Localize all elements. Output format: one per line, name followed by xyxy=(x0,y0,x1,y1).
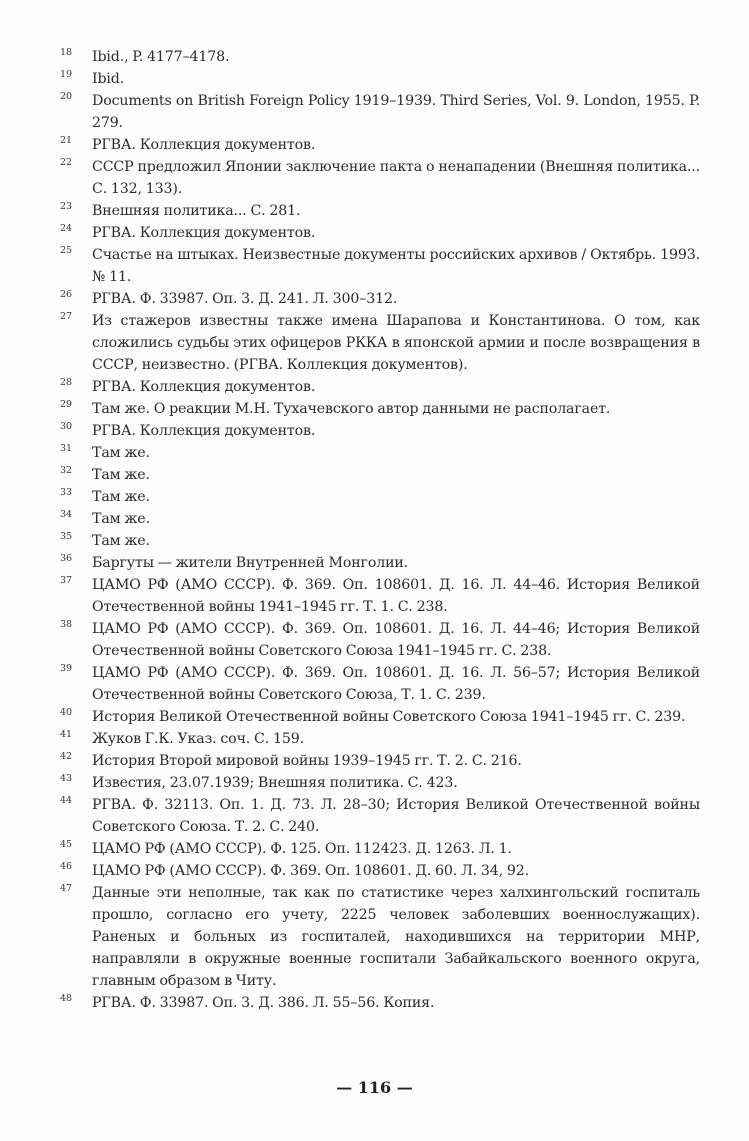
footnote-number: 45 xyxy=(60,839,73,850)
footnote-text: Из стажеров известны также имена Шарапова и Константинова. О том, как сложились судьбы этих офицеров РККА в японской армии и после возвращения в СССР, неизвестно. (РГВА. Коллекция документов). xyxy=(92,313,700,373)
footnote-number: 22 xyxy=(60,157,73,168)
footnote xyxy=(60,68,700,90)
footnote-text: История Второй мировой войны 1939–1945 гг. Т. 2. С. 216. xyxy=(92,753,522,769)
footnote-text: Там же. xyxy=(92,467,150,483)
footnote-number: 41 xyxy=(60,729,73,740)
footnote xyxy=(60,728,700,750)
footnote-text: ЦАМО РФ (АМО СССР). Ф. 125. Оп. 112423. Д. 1263. Л. 1. xyxy=(92,841,512,857)
footnote-text: ЦАМО РФ (АМО СССР). Ф. 369. Оп. 108601. Д. 60. Л. 34, 92. xyxy=(92,863,529,879)
footnote-text: Там же. xyxy=(92,445,150,461)
footnote-number: 26 xyxy=(60,289,73,300)
footnote-number: 44 xyxy=(60,795,73,806)
footnote xyxy=(60,376,700,398)
footnote xyxy=(60,156,700,200)
footnote xyxy=(60,530,700,552)
footnote-number: 48 xyxy=(60,993,73,1004)
footnote xyxy=(60,772,700,794)
footnote-number: 21 xyxy=(60,135,73,146)
footnote xyxy=(60,442,700,464)
footnote-number: 42 xyxy=(60,751,73,762)
footnote-number: 25 xyxy=(60,245,73,256)
footnote-number: 36 xyxy=(60,553,73,564)
footnote-text: Там же. xyxy=(92,533,150,549)
footnote xyxy=(60,508,700,530)
footnote-number: 29 xyxy=(60,399,73,410)
footnote-number: 43 xyxy=(60,773,73,784)
footnote xyxy=(60,750,700,772)
footnote-text: ЦАМО РФ (АМО СССР). Ф. 369. Оп. 108601. Д. 16. Л. 56–57; История Великой Отечественной войны Советского Союза, Т. 1. С. 239. xyxy=(92,665,700,703)
footnote-text: Известия, 23.07.1939; Внешняя политика. С. 423. xyxy=(92,775,458,791)
footnote-number: 47 xyxy=(60,883,73,894)
footnote-text: История Великой Отечественной войны Советского Союза 1941–1945 гг. С. 239. xyxy=(92,709,686,725)
footnote xyxy=(60,860,700,882)
footnote xyxy=(60,288,700,310)
footnote xyxy=(60,398,700,420)
footnote-number: 33 xyxy=(60,487,73,498)
footnote xyxy=(60,662,700,706)
page-number: — 116 — xyxy=(336,1078,413,1097)
footnote xyxy=(60,90,700,134)
footnote-number: 28 xyxy=(60,377,73,388)
footnote-text: Там же. xyxy=(92,489,150,505)
footnote-number: 27 xyxy=(60,311,73,322)
footnote-number: 37 xyxy=(60,575,73,586)
footnote-text: ЦАМО РФ (АМО СССР). Ф. 369. Оп. 108601. Д. 16. Л. 44–46. История Великой Отечественной войны 1941–1945 гг. Т. 1. С. 238. xyxy=(92,577,700,615)
footnote-text: Жуков Г.К. Указ. соч. С. 159. xyxy=(92,731,304,747)
footnotes-list xyxy=(60,46,700,1014)
footnote-text: РГВА. Коллекция документов. xyxy=(92,225,316,241)
footnote xyxy=(60,420,700,442)
footnote-number: 32 xyxy=(60,465,73,476)
footnote-text: РГВА. Ф. 32113. Оп. 1. Д. 73. Л. 28–30; История Великой Отечественной войны Советского Союза. Т. 2. С. 240. xyxy=(92,797,700,835)
footnote-text: Ibid. xyxy=(92,71,125,87)
footnote-text: Documents on British Foreign Policy 1919–1939. Third Series, Vol. 9. London, 1955. P. 279. xyxy=(92,93,700,131)
footnote-number: 35 xyxy=(60,531,73,542)
footnote xyxy=(60,794,700,838)
footnote-text: Внешняя политика... С. 281. xyxy=(92,203,301,219)
footnote-number: 40 xyxy=(60,707,73,718)
footnote xyxy=(60,200,700,222)
footnote xyxy=(60,992,700,1014)
footnote-text: РГВА. Коллекция документов. xyxy=(92,423,316,439)
footnote-number: 23 xyxy=(60,201,73,212)
footnote xyxy=(60,486,700,508)
footnote-number: 24 xyxy=(60,223,73,234)
footnote-number: 38 xyxy=(60,619,73,630)
footnote xyxy=(60,222,700,244)
footnote-number: 20 xyxy=(60,91,73,102)
footnote xyxy=(60,46,700,68)
footnote-number: 31 xyxy=(60,443,73,454)
footnote-text: СССР предложил Японии заключение пакта о ненападении (Внешняя политика... С. 132, 133). xyxy=(92,159,700,197)
footnote xyxy=(60,310,700,376)
footnote-number: 46 xyxy=(60,861,73,872)
footnote-text: Баргуты — жители Внутренней Монголии. xyxy=(92,555,409,571)
footnote-number: 18 xyxy=(60,47,73,58)
footnote xyxy=(60,882,700,992)
footnote-number: 30 xyxy=(60,421,73,432)
footnote xyxy=(60,838,700,860)
footnote-text: Данные эти неполные, так как по статистике через халхингольский госпиталь прошло, согласно его учету, 2225 человек заболевших военнослужащих). Раненых и больных из госпиталей, находившихся на территории МНР, направляли в окружные военные госпитали Забайкальского военного округа, главным образом в Читу. xyxy=(92,885,700,989)
footnote-text: Счастье на штыках. Неизвестные документы российских архивов / Октябрь. 1993. № 11. xyxy=(92,247,700,285)
footnote-text: РГВА. Ф. 33987. Оп. 3. Д. 386. Л. 55–56. Копия. xyxy=(92,995,435,1011)
footnote-number: 19 xyxy=(60,69,73,80)
footnote xyxy=(60,464,700,486)
footnote xyxy=(60,134,700,156)
footnote-text: Ibid., P. 4177–4178. xyxy=(92,49,230,65)
footnote-text: Там же. О реакции М.Н. Тухачевского автор данными не располагает. xyxy=(92,401,611,417)
footnote-number: 34 xyxy=(60,509,73,520)
footnote xyxy=(60,574,700,618)
footnote xyxy=(60,552,700,574)
footnote-text: ЦАМО РФ (АМО СССР). Ф. 369. Оп. 108601. Д. 16. Л. 44–46; История Великой Отечественной войны Советского Союза 1941–1945 гг. С. 238. xyxy=(92,621,700,659)
footnote xyxy=(60,618,700,662)
footnote-text: Там же. xyxy=(92,511,150,527)
footnote-number: 39 xyxy=(60,663,73,674)
footnote-text: РГВА. Ф. 33987. Оп. 3. Д. 241. Л. 300–312. xyxy=(92,291,398,307)
footnote xyxy=(60,706,700,728)
footnote-text: РГВА. Коллекция документов. xyxy=(92,379,316,395)
footnote-text: РГВА. Коллекция документов. xyxy=(92,137,316,153)
footnote xyxy=(60,244,700,288)
